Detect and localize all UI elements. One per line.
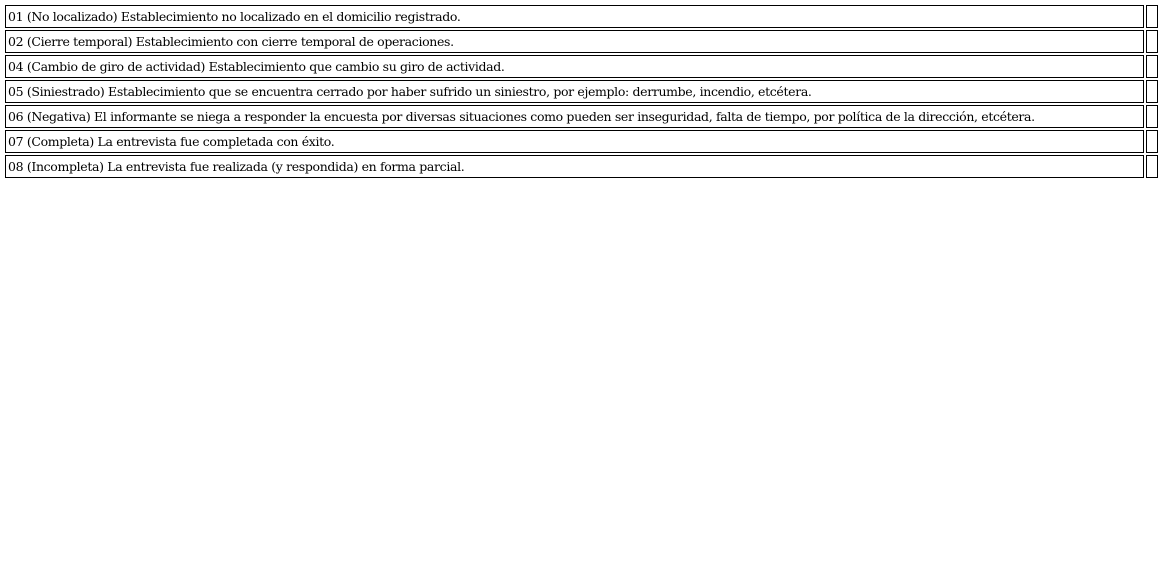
code-selection-box[interactable] [1146,80,1158,103]
code-description: 05 (Siniestrado) Establecimiento que se encuentra cerrado por haber sufrido un siniestro, por ejemplo: derrumbe, incendio, etcétera. [5,80,1144,103]
code-selection-box[interactable] [1146,105,1158,128]
interview-result-codes-table [3,3,1160,180]
code-description: 08 (Incompleta) La entrevista fue realizada (y respondida) en forma parcial. [5,155,1144,178]
table-row [5,130,1158,153]
table-row [5,30,1158,53]
code-description: 07 (Completa) La entrevista fue completada con éxito. [5,130,1144,153]
table-row [5,5,1158,28]
code-description: 02 (Cierre temporal) Establecimiento con cierre temporal de operaciones. [5,30,1144,53]
table-row [5,80,1158,103]
table-row [5,155,1158,178]
table-row [5,55,1158,78]
code-selection-box[interactable] [1146,155,1158,178]
code-selection-box[interactable] [1146,30,1158,53]
code-description: 04 (Cambio de giro de actividad) Establecimiento que cambio su giro de actividad. [5,55,1144,78]
code-description: 01 (No localizado) Establecimiento no localizado en el domicilio registrado. [5,5,1144,28]
code-selection-box[interactable] [1146,55,1158,78]
code-selection-box[interactable] [1146,130,1158,153]
table-row [5,105,1158,128]
code-description: 06 (Negativa) El informante se niega a responder la encuesta por diversas situaciones como pueden ser inseguridad, falta de tiempo, por política de la dirección, etcétera. [5,105,1144,128]
code-selection-box[interactable] [1146,5,1158,28]
